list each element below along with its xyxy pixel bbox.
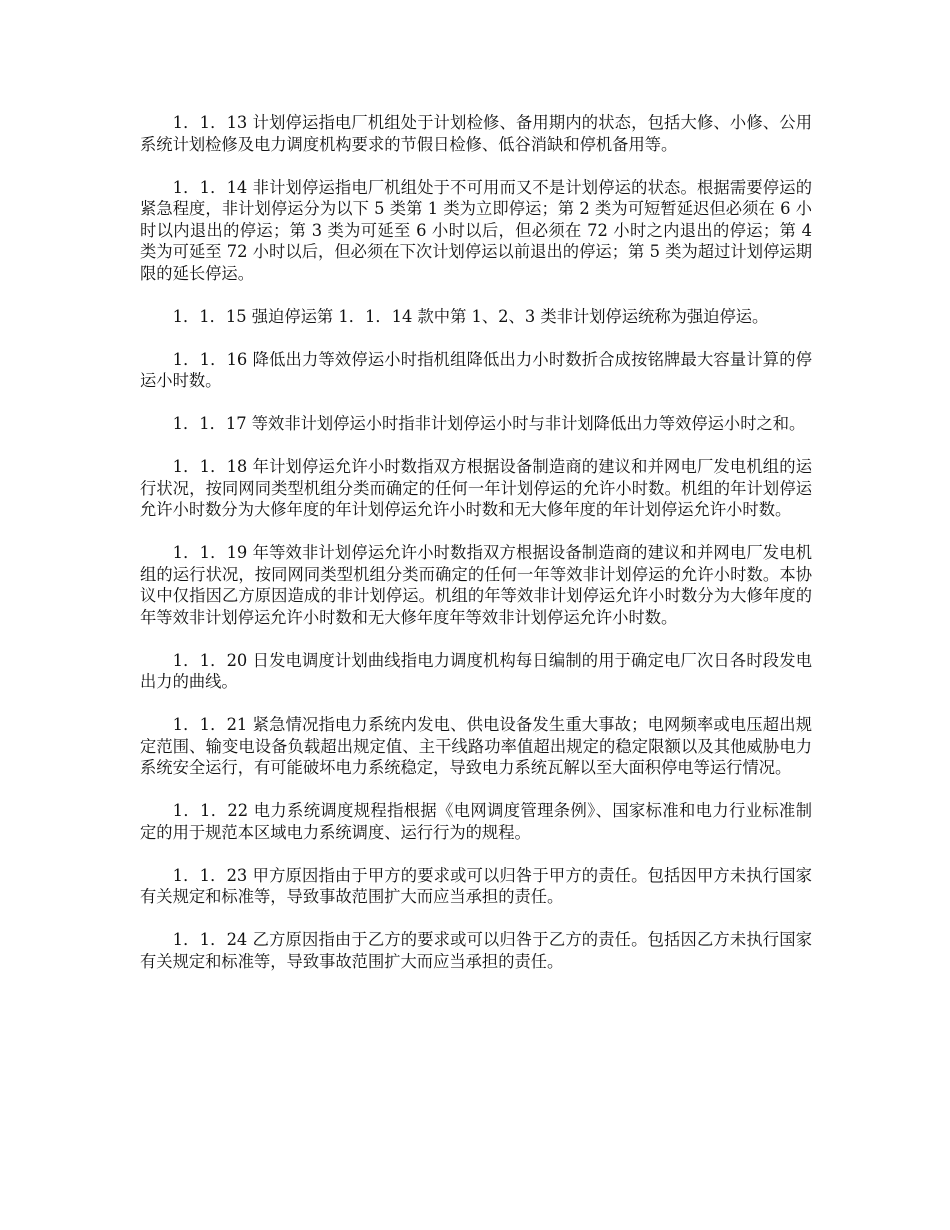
clause-1-1-23: 1．1．23 甲方原因指由于甲方的要求或可以归咎于甲方的责任。包括因甲方未执行国家有关规定和标准等，导致事故范围扩大而应当承担的责任。: [140, 865, 812, 906]
clause-1-1-18: 1．1．18 年计划停运允许小时数指双方根据设备制造商的建议和并网电厂发电机组的运行状况，按同网同类型机组分类而确定的任何一年计划停运的允许小时数。机组的年计划停运允许小时数分为大修年度的年计划停运允许小时数和无大修年度的年计划停运允许小时数。: [140, 457, 812, 519]
clause-1-1-15: 1．1．15 强迫停运第 1．1．14 款中第 1、2、3 类非计划停运统称为强迫停运。: [172, 306, 769, 326]
clause-1-1-17: 1．1．17 等效非计划停运小时指非计划停运小时与非计划降低出力等效停运小时之和。: [172, 414, 806, 433]
clause-1-1-14: 1．1．14 非计划停运指电厂机组处于不可用而又不是计划停运的状态。根据需要停运的紧急程度，非计划停运分为以下 5 类第 1 类为立即停运；第 2 类为可短暂延迟但必须在 6 小时以内退出的停运；第 3 类为可延至 6 小时以后，但必须在 72 小时之内退出的停运；第 4 类为可延至 72 小时以后，但必须在下次计划停运以前退出的停运；第 5 类为超过计划停运期限的延长停运。: [140, 177, 812, 283]
clause-1-1-13: 1．1．13 计划停运指电厂机组处于计划检修、备用期内的状态，包括大修、小修、公用系统计划检修及电力调度机构要求的节假日检修、低谷消缺和停机备用等。: [140, 113, 812, 154]
clause-1-1-22: 1．1．22 电力系统调度规程指根据《电网调度管理条例》、国家标准和电力行业标准制定的用于规范本区域电力系统调度、运行行为的规程。: [140, 801, 812, 842]
clause-1-1-24: 1．1．24 乙方原因指由于乙方的要求或可以归咎于乙方的责任。包括因乙方未执行国家有关规定和标准等，导致事故范围扩大而应当承担的责任。: [140, 930, 812, 971]
clause-1-1-20: 1．1．20 日发电调度计划曲线指电力调度机构每日编制的用于确定电厂次日各时段发电出力的曲线。: [140, 650, 812, 691]
clause-1-1-21: 1．1．21 紧急情况指电力系统内发电、供电设备发生重大事故；电网频率或电压超出规定范围、输变电设备负载超出规定值、主干线路功率值超出规定的稳定限额以及其他威胁电力系统安全运行，有可能破坏电力系统稳定，导致电力系统瓦解以至大面积停电等运行情况。: [140, 715, 812, 777]
clause-1-1-16: 1．1．16 降低出力等效停运小时指机组降低出力小时数折合成按铭牌最大容量计算的停运小时数。: [140, 349, 812, 390]
clause-1-1-19: 1．1．19 年等效非计划停运允许小时数指双方根据设备制造商的建议和并网电厂发电机组的运行状况，按同网同类型机组分类而确定的任何一年等效非计划停运的允许小时数。本协议中仅指因乙方原因造成的非计划停运。机组的年等效非计划停运允许小时数分为大修年度的年等效非计划停运允许小时数和无大修年度年等效非计划停运允许小时数。: [140, 543, 812, 627]
document-body: [140, 112, 812, 994]
